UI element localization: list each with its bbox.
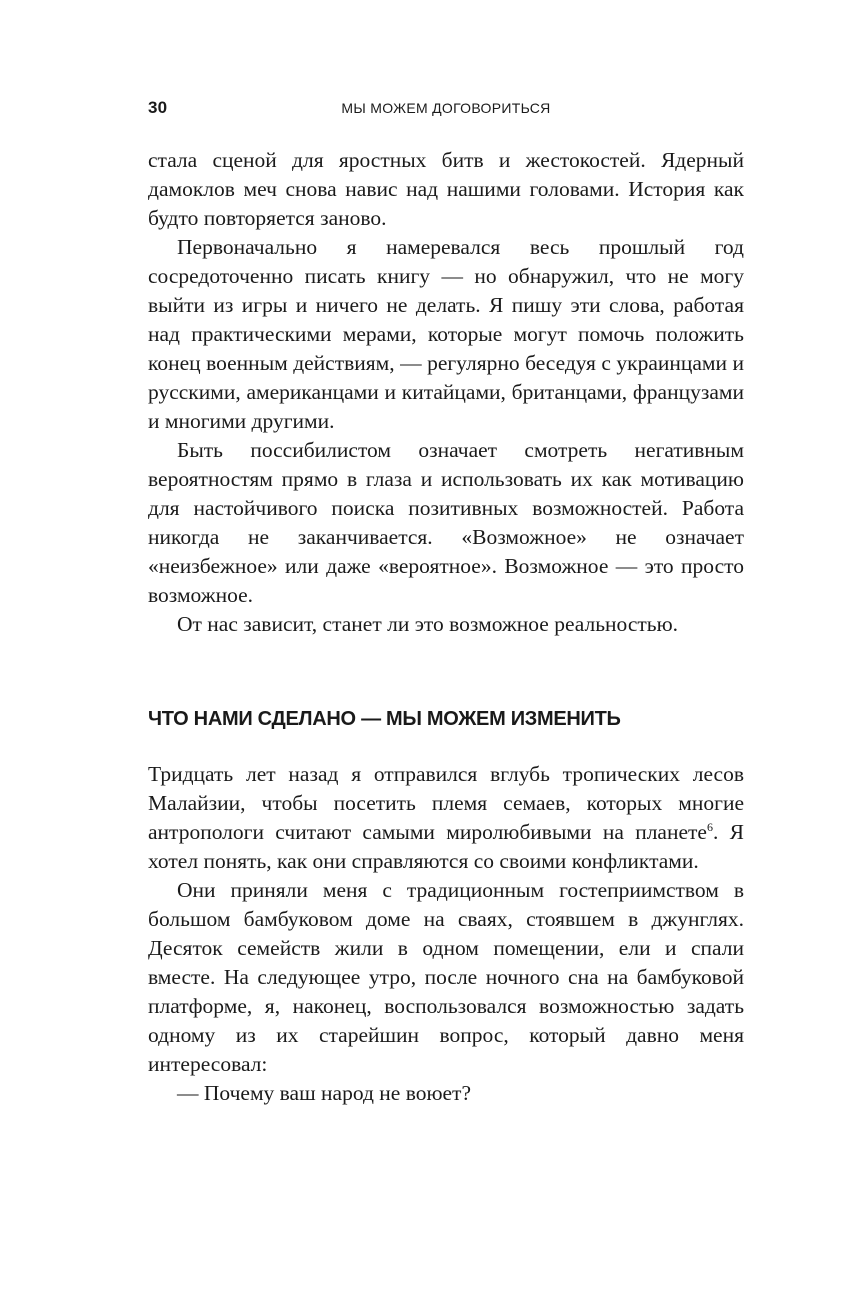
paragraph-dialogue: — Почему ваш народ не воюет? <box>177 1081 471 1105</box>
paragraph-continuation: стала сценой для яростных битв и жестокостей. Ядерный дамоклов меч снова навис над нашими головами. История как будто повторяется заново. <box>148 148 744 230</box>
paragraph-first <box>148 760 744 876</box>
body-text-section <box>148 760 744 1108</box>
running-title: МЫ МОЖЕМ ДОГОВОРИТЬСЯ <box>341 100 551 116</box>
footnote-reference[interactable]: 6 <box>706 819 713 834</box>
running-header <box>148 98 744 122</box>
paragraph: Первоначально я намеревался весь прошлый год сосредоточенно писать книгу — но обнаружил, что не могу выйти из игры и ничего не делать. Я пишу эти слова, работая над практическими мерами, которые могут помочь положить конец военным действиям, — регулярно беседуя с украинцами и русскими, американцами и китайцами, британцами, французами и многими другими. <box>148 235 744 433</box>
paragraph-text-tail: . Я хотел понять, как они справляются со своими конфликтами. <box>148 820 744 873</box>
section-heading: ЧТО НАМИ СДЕЛАНО — МЫ МОЖЕМ ИЗМЕНИТЬ <box>148 708 621 730</box>
body-text-top <box>148 146 744 639</box>
paragraph: Они приняли меня с традиционным гостеприимством в большом бамбуковом доме на сваях, стоявшем в джунглях. Десяток семейств жили в одном помещении, ели и спали вместе. На следующее утро, после ночного сна на бамбуковой платформе, я, наконец, воспользовался возможностью задать одному из их старейшин вопрос, который давно меня интересовал: <box>148 878 744 1076</box>
paragraph: От нас зависит, станет ли это возможное реальностью. <box>177 612 679 636</box>
paragraph-text: Тридцать лет назад я отправился вглубь тропических лесов Малайзии, чтобы посетить племя семаев, которых многие антропологи считают самыми миролюбивыми на планете <box>148 762 744 844</box>
paragraph: Быть поссибилистом означает смотреть негативным вероятностям прямо в глаза и использовать их как мотивацию для настойчивого поиска позитивных возможностей. Работа никогда не заканчивается. «Возможное» не означает «неизбежное» или даже «вероятное». Возможное — это просто возможное. <box>148 438 744 607</box>
page-number: 30 <box>148 98 168 117</box>
